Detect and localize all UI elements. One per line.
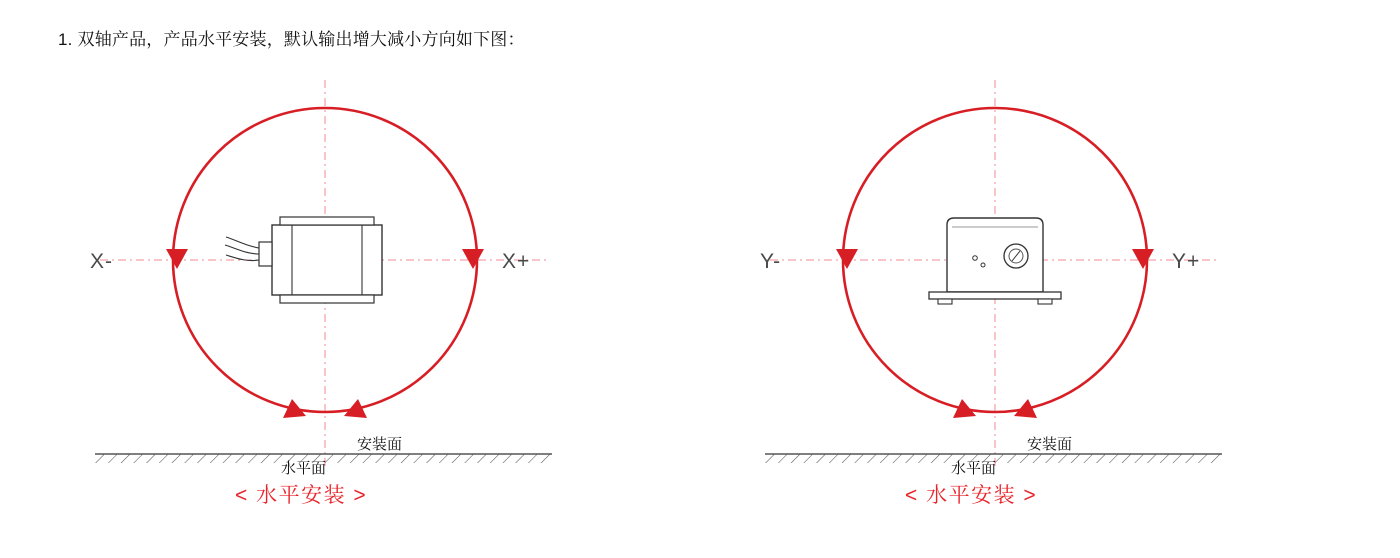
device-base-flange xyxy=(929,292,1061,299)
arrowhead-right xyxy=(462,249,484,269)
x-axis-diagram xyxy=(30,70,670,540)
horizontal-plane-label: 水平面 xyxy=(951,460,997,477)
device-front-view xyxy=(929,218,1061,304)
page-caption xyxy=(58,28,525,52)
axis-positive-label: X+ xyxy=(502,250,531,273)
indicator-led-1 xyxy=(973,256,978,261)
caption-text: 1. 双轴产品，产品水平安装，默认输出增大减小方向如下图： xyxy=(58,30,525,49)
arrowhead-bottom-right xyxy=(1014,399,1037,418)
arrowhead-bottom-left xyxy=(283,399,306,418)
mount-foot-right xyxy=(1038,299,1052,304)
horizontal-plane-label: 水平面 xyxy=(281,460,327,477)
arrowhead-left xyxy=(166,249,188,269)
arrowhead-bottom-right xyxy=(344,399,367,418)
surface-label: 安装面 xyxy=(357,436,403,453)
surface-label: 安装面 xyxy=(1027,436,1073,453)
indicator-led-2 xyxy=(981,263,985,267)
arrowhead-left xyxy=(836,249,858,269)
axis-negative-label: X- xyxy=(90,250,113,273)
device-side-view xyxy=(225,217,382,303)
mounting-label: < 水平安装 > xyxy=(235,484,368,507)
y-axis-diagram xyxy=(700,70,1340,540)
arrowhead-right xyxy=(1132,249,1154,269)
cable-gland xyxy=(259,242,272,266)
axis-negative-label: Y- xyxy=(760,250,782,273)
arrowhead-bottom-left xyxy=(953,399,976,418)
mount-foot-left xyxy=(938,299,952,304)
cable-strand-1 xyxy=(226,237,259,248)
mounting-label: < 水平安装 > xyxy=(905,484,1038,507)
cable-strand-2 xyxy=(225,245,259,254)
axis-positive-label: Y+ xyxy=(1172,250,1201,273)
